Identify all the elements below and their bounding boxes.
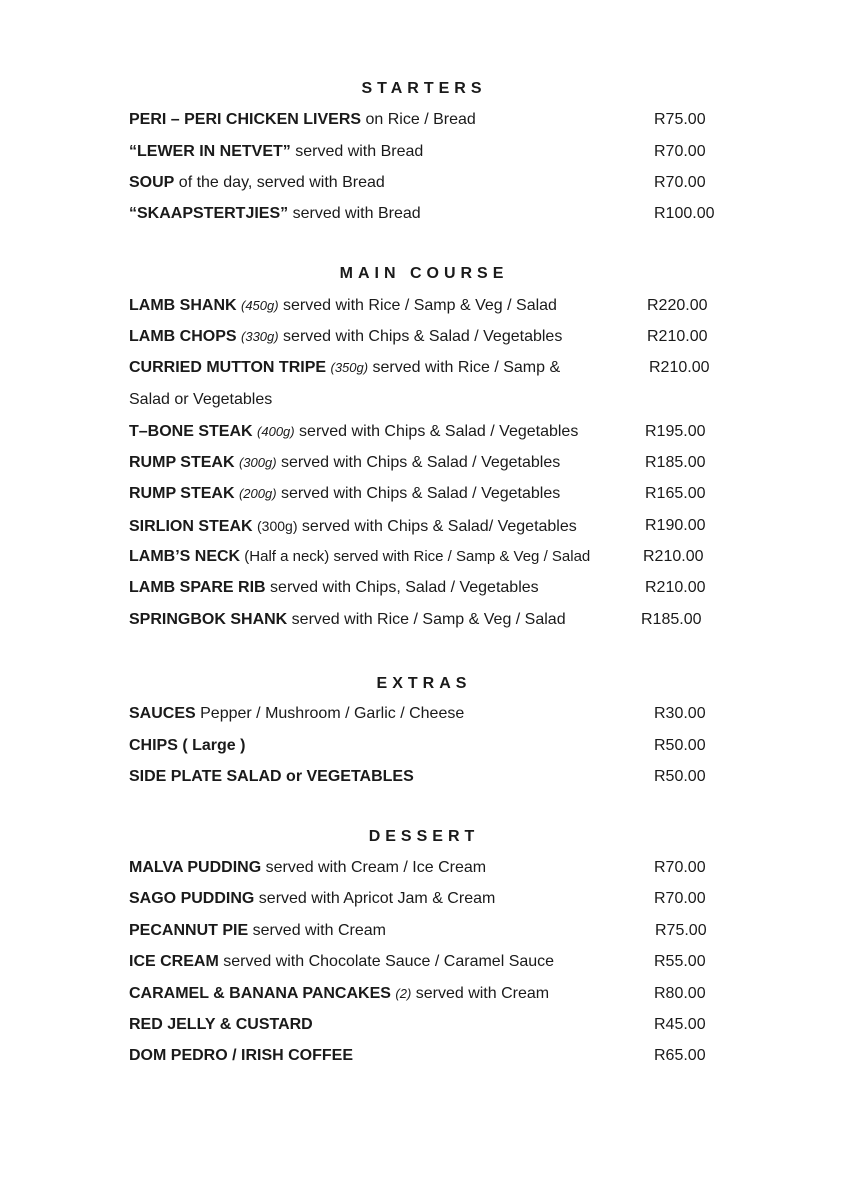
- item-description: served with Bread: [290, 143, 424, 160]
- item-weight: (300g): [238, 455, 277, 470]
- item-description: served with Chips, Salad / Vegetables: [265, 579, 539, 596]
- item-price: R70.00: [654, 890, 706, 907]
- item-description: served with Chips & Salad/ Vegetables: [297, 518, 577, 535]
- section-title-starters: STARTERS: [361, 80, 487, 97]
- item-price: R100.00: [654, 205, 715, 222]
- item-description: served with Chips & Salad / Vegetables: [294, 423, 579, 440]
- item-name: LAMB CHOPS: [129, 328, 237, 345]
- item-name: SIRLION STEAK: [129, 518, 253, 535]
- item-weight: (200g): [238, 486, 277, 501]
- item-description: served with Cream: [248, 922, 386, 939]
- item-price: R210.00: [645, 579, 706, 596]
- item-description: (Half a neck) served with Rice / Samp & Veg / Salad: [240, 548, 591, 565]
- item-description: served with Rice / Samp & Veg / Salad: [287, 611, 566, 628]
- item-name: PECANNUT PIE: [129, 922, 249, 939]
- item-description: on Rice / Bread: [361, 111, 476, 128]
- item-weight: (300g): [257, 518, 298, 534]
- menu-item: [129, 1014, 729, 1036]
- item-price: R50.00: [654, 768, 706, 785]
- item-name: SAUCES: [129, 705, 196, 722]
- item-price: R185.00: [641, 611, 702, 628]
- item-name: SAGO PUDDING: [129, 890, 255, 907]
- item-price: R55.00: [654, 953, 706, 970]
- item-name: SOUP: [129, 174, 175, 191]
- item-price: R70.00: [654, 859, 706, 876]
- item-price: R185.00: [645, 454, 706, 471]
- item-description: served with Chips & Salad / Vegetables: [276, 454, 561, 471]
- menu-item: [129, 983, 729, 1005]
- item-name: “LEWER IN NETVET”: [129, 143, 291, 160]
- item-weight: (2): [395, 986, 412, 1001]
- menu-item: [129, 452, 729, 474]
- menu-item: [129, 515, 729, 537]
- section-title-dessert: DESSERT: [368, 828, 480, 845]
- item-description: served with Chips & Salad / Vegetables: [278, 328, 563, 345]
- item-weight: (400g): [257, 424, 295, 439]
- section-title-extras: EXTRAS: [376, 675, 472, 692]
- menu-item: [129, 109, 729, 131]
- item-name: PERI – PERI CHICKEN LIVERS: [129, 111, 362, 128]
- menu-item: [129, 920, 729, 942]
- item-price: R220.00: [647, 297, 708, 314]
- menu-item: [129, 609, 729, 631]
- item-name: T–BONE STEAK: [129, 423, 253, 440]
- item-name: SIDE PLATE SALAD or VEGETABLES: [129, 768, 414, 785]
- menu-item: [129, 357, 729, 379]
- item-description: served with Cream: [411, 985, 550, 1002]
- menu-item: [129, 172, 729, 194]
- item-description: served with Rice / Samp & Veg / Salad: [278, 297, 557, 314]
- item-weight: (330g): [241, 329, 279, 344]
- menu-item: [129, 857, 729, 879]
- menu-item: [129, 141, 729, 163]
- item-description: Salad or Vegetables: [129, 391, 273, 408]
- item-price: R210.00: [647, 328, 708, 345]
- item-price: R75.00: [655, 922, 707, 939]
- item-price: R75.00: [654, 111, 706, 128]
- menu-item: [129, 326, 729, 348]
- item-description: served with Bread: [288, 205, 421, 222]
- item-description: served with Cream / Ice Cream: [261, 859, 487, 876]
- item-name: CARAMEL & BANANA PANCAKES: [129, 985, 391, 1002]
- item-name: CHIPS ( Large ): [129, 737, 246, 754]
- item-name: MALVA PUDDING: [129, 859, 262, 876]
- item-description: of the day, served with Bread: [174, 174, 385, 191]
- item-weight: (450g): [241, 298, 279, 313]
- item-price: R30.00: [654, 705, 706, 722]
- item-price: R210.00: [643, 548, 704, 565]
- menu-item: [129, 577, 729, 599]
- item-name: LAMB’S NECK: [129, 548, 241, 565]
- menu-item: [129, 483, 729, 505]
- item-price: R190.00: [645, 517, 706, 534]
- menu-item: [129, 951, 729, 973]
- menu-item: [129, 1045, 729, 1067]
- menu-item: [129, 203, 729, 225]
- section-title-main-course: MAIN COURSE: [339, 265, 509, 282]
- menu-item: [129, 766, 729, 788]
- item-description: served with Chocolate Sauce / Caramel Sauce: [218, 953, 555, 970]
- menu-item: [129, 735, 729, 757]
- menu-item: [129, 295, 729, 317]
- item-description: served with Rice / Samp &: [368, 359, 561, 376]
- item-description: Pepper / Mushroom / Garlic / Cheese: [195, 705, 465, 722]
- item-name: RED JELLY & CUSTARD: [129, 1016, 313, 1033]
- menu-item: [129, 546, 729, 568]
- item-name: RUMP STEAK: [129, 454, 235, 471]
- menu-item-continuation: [129, 389, 729, 411]
- item-name: RUMP STEAK: [129, 485, 235, 502]
- item-name: LAMB SHANK: [129, 297, 237, 314]
- item-name: DOM PEDRO / IRISH COFFEE: [129, 1047, 354, 1064]
- menu-item: [129, 421, 729, 443]
- item-price: R195.00: [645, 423, 706, 440]
- item-price: R70.00: [654, 143, 706, 160]
- item-price: R210.00: [649, 359, 710, 376]
- item-price: R165.00: [645, 485, 706, 502]
- item-name: “SKAAPSTERTJIES”: [129, 205, 289, 222]
- item-name: SPRINGBOK SHANK: [129, 611, 288, 628]
- item-description: served with Apricot Jam & Cream: [254, 890, 496, 907]
- item-name: LAMB SPARE RIB: [129, 579, 266, 596]
- item-price: R50.00: [654, 737, 706, 754]
- item-name: ICE CREAM: [129, 953, 219, 970]
- menu-item: [129, 703, 729, 725]
- item-price: R65.00: [654, 1047, 706, 1064]
- item-name: CURRIED MUTTON TRIPE: [129, 359, 327, 376]
- item-price: R70.00: [654, 174, 706, 191]
- item-price: R45.00: [654, 1016, 706, 1033]
- item-price: R80.00: [654, 985, 706, 1002]
- item-weight: (350g): [330, 360, 369, 375]
- item-description: served with Chips & Salad / Vegetables: [276, 485, 561, 502]
- menu-item: [129, 888, 729, 910]
